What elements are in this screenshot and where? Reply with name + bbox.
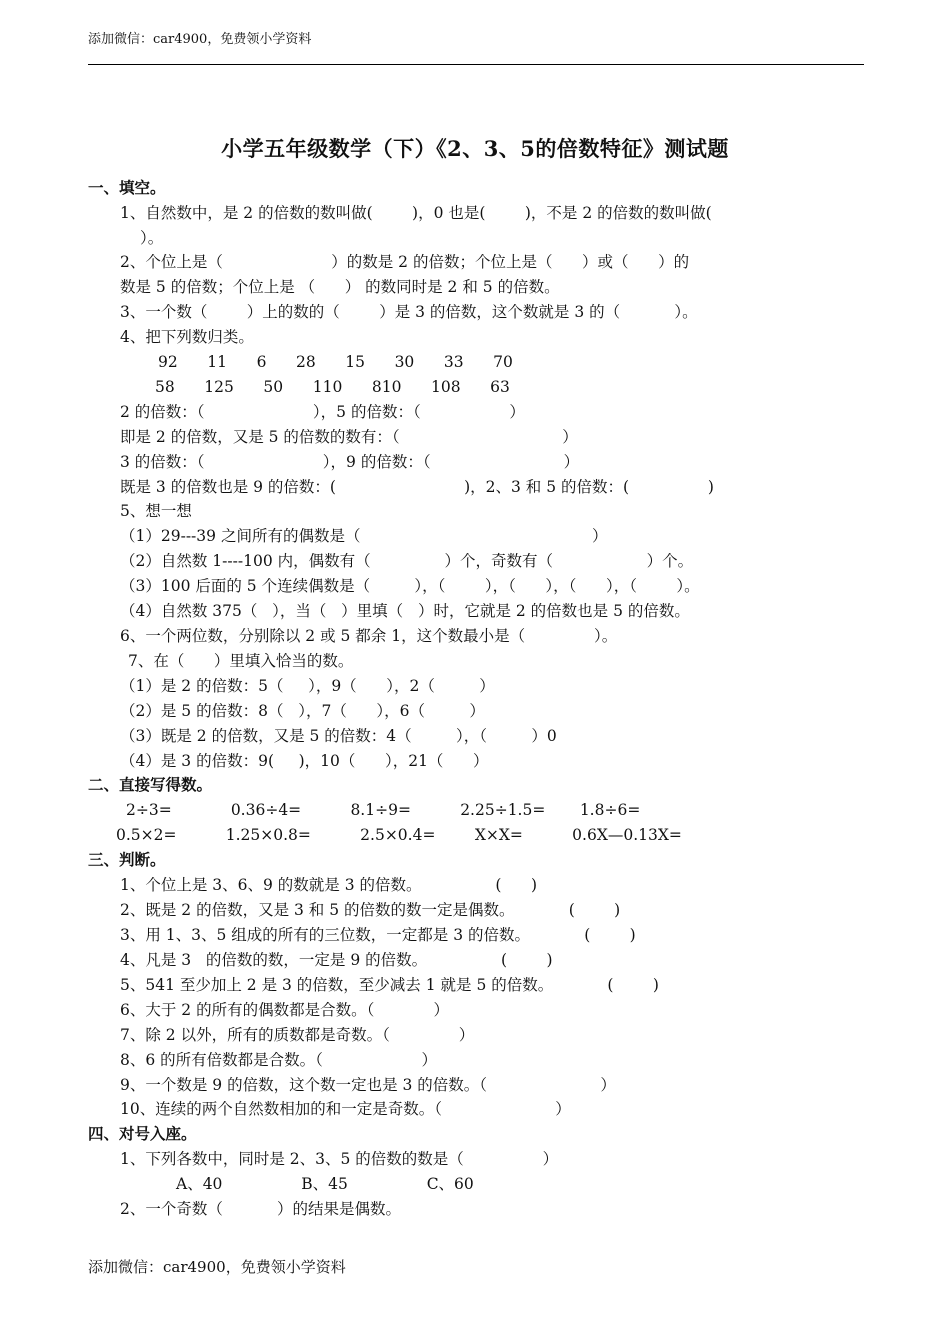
question-line: （4）自然数 375（ ），当（ ）里填（ ）时，它就是 2 的倍数也是 5 的倍数。 [120,602,690,620]
question-line: 4、把下列数归类。 [120,328,254,346]
question-line: 6、大于 2 的所有的偶数都是合数。（ ） [120,1001,449,1019]
page-title: 小学五年级数学（下）《2、3、5的倍数特征》测试题 [221,136,729,161]
question-line: 92 11 6 28 15 30 33 70 [158,353,513,371]
question-line: 1、下列各数中，同时是 2、3、5 的倍数的数是（ ） [120,1150,559,1168]
question-line: （2）是 5 的倍数：8（ ），7（ ），6（ ） [120,702,485,720]
question-line: 8、6 的所有倍数都是合数。（ ） [120,1051,437,1069]
question-line: （2）自然数 1----100 内，偶数有（ ）个，奇数有（ ）个。 [120,552,694,570]
question-line: 7、除 2 以外，所有的质数都是奇数。（ ） [120,1026,475,1044]
section-heading: 四、对号入座。 [88,1124,197,1143]
question-line: 1、自然数中，是 2 的倍数的数叫做( )，0 也是( )，不是 2 的倍数的数叫做( [120,204,712,222]
question-line: （3）既是 2 的倍数，又是 5 的倍数：4（ ），（ ）0 [120,727,557,745]
question-line: 5、541 至少加上 2 是 3 的倍数，至少减去 1 就是 5 的倍数。 ( ) [120,976,659,994]
question-line: （4）是 3 的倍数：9( )，10（ ），21（ ） [120,752,489,770]
section-heading: 一、填空。 [88,178,166,197]
question-line: 3、一个数（ ）上的数的（ ）是 3 的倍数，这个数就是 3 的（ ）。 [120,303,698,321]
question-line: 6、一个两位数，分别除以 2 或 5 都余 1，这个数最小是（ ）。 [120,627,618,645]
question-line: 3 的倍数：（ ），9 的倍数：（ ） [120,453,580,471]
question-line: （1）29---39 之间所有的偶数是（ ） [120,527,608,545]
question-line: 2、个位上是（ ）的数是 2 的倍数；个位上是（ ）或（ ）的 [120,253,690,271]
question-line: 2、既是 2 的倍数，又是 3 和 5 的倍数的数一定是偶数。 ( ) [120,901,621,919]
question-line: 58 125 50 110 810 108 63 [155,378,510,396]
question-line: 7、在（ ）里填入恰当的数。 [128,652,354,670]
question-line: 10、连续的两个自然数相加的和一定是奇数。（ ） [120,1100,571,1118]
question-line: ）。 [140,229,164,247]
section-heading: 三、判断。 [88,850,166,869]
question-line: 4、凡是 3 的倍数的数，一定是 9 的倍数。 ( ) [120,951,553,969]
question-line: 数是 5 的倍数；个位上是 （ ） 的数同时是 2 和 5 的倍数。 [120,278,560,296]
question-line: 2÷3= 0.36÷4= 8.1÷9= 2.25÷1.5= 1.8÷6= [126,801,641,819]
question-line: 既是 3 的倍数也是 9 的倍数：( )，2、3 和 5 的倍数：( ) [120,478,714,496]
question-line: 3、用 1、3、5 组成的所有的三位数，一定都是 3 的倍数。 ( ) [120,926,636,944]
question-line: 2、一个奇数（ ）的结果是偶数。 [120,1200,402,1218]
question-line: 0.5×2= 1.25×0.8= 2.5×0.4= X×X= 0.6X—0.13X= [116,826,682,844]
header-divider [88,64,864,65]
question-line: 5、想一想 [120,502,192,520]
page-header: 添加微信：car4900，免费领小学资料 [88,32,312,47]
question-line: 即是 2 的倍数，又是 5 的倍数的数有：（ ） [120,428,578,446]
question-line: 2 的倍数：（ ），5 的倍数：（ ） [120,403,525,421]
question-line: 1、个位上是 3、6、9 的数就是 3 的倍数。 ( ) [120,876,538,894]
page-footer: 添加微信：car4900，免费领小学资料 [88,1258,346,1276]
question-line: A、40 B、45 C、60 [176,1175,474,1193]
question-line: （1）是 2 的倍数：5（ ），9（ ），2（ ） [120,677,495,695]
question-line: 9、一个数是 9 的倍数，这个数一定也是 3 的倍数。（ ） [120,1076,616,1094]
question-line: （3）100 后面的 5 个连续偶数是（ ），（ ），（ ），（ ），（ ）。 [120,577,700,595]
section-heading: 二、直接写得数。 [88,775,213,794]
